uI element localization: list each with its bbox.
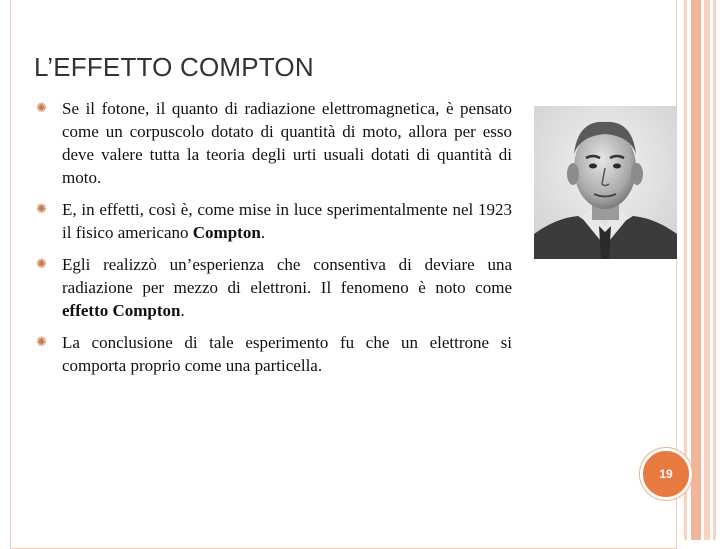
bullet-item-1 — [36, 97, 512, 189]
bullet-item-4 — [36, 331, 512, 377]
bullet-text-1: Se il fotone, il quanto di radiazione elettromagnetica, è pensato come un corpuscolo dotato di quantità di moto, allora per esso deve valere tutta la teoria degli urti usuali dotati di quantità di moto. — [62, 99, 512, 187]
bullet-text-2: E, in effetti, così è, come mise in luce sperimentalmente nel 1923 il fisico americano — [62, 200, 512, 242]
bullet-text-3-end: . — [180, 301, 185, 320]
page-number-badge: 19 — [640, 448, 692, 500]
brightness-star-icon: ✺ — [36, 334, 47, 349]
brightness-star-icon: ✺ — [36, 256, 47, 271]
decor-stripe-2 — [691, 0, 701, 540]
bullet-text-3: Egli realizzò un’esperienza che consentiva di deviare una radiazione per mezzo di elettroni. Il fenomeno è noto come — [62, 255, 512, 297]
decor-stripe-4 — [713, 0, 716, 540]
bullet-text-4: La conclusione di tale esperimento fu che un elettrone si comporta proprio come una particella. — [62, 333, 512, 375]
bullet-text-2-end: . — [260, 223, 266, 242]
compton-portrait-photo — [534, 106, 677, 259]
bullet-list — [36, 97, 512, 386]
bullet-item-2 — [36, 198, 512, 244]
bullet-bold-compton: Compton — [192, 223, 261, 242]
bullet-item-3 — [36, 253, 512, 322]
bullet-bold-effetto-compton: effetto Compton — [62, 301, 181, 320]
brightness-star-icon: ✺ — [36, 100, 47, 115]
decor-stripe-3 — [704, 0, 710, 540]
slide-title: L’EFFETTO COMPTON — [34, 52, 314, 82]
brightness-star-icon: ✺ — [36, 201, 47, 216]
